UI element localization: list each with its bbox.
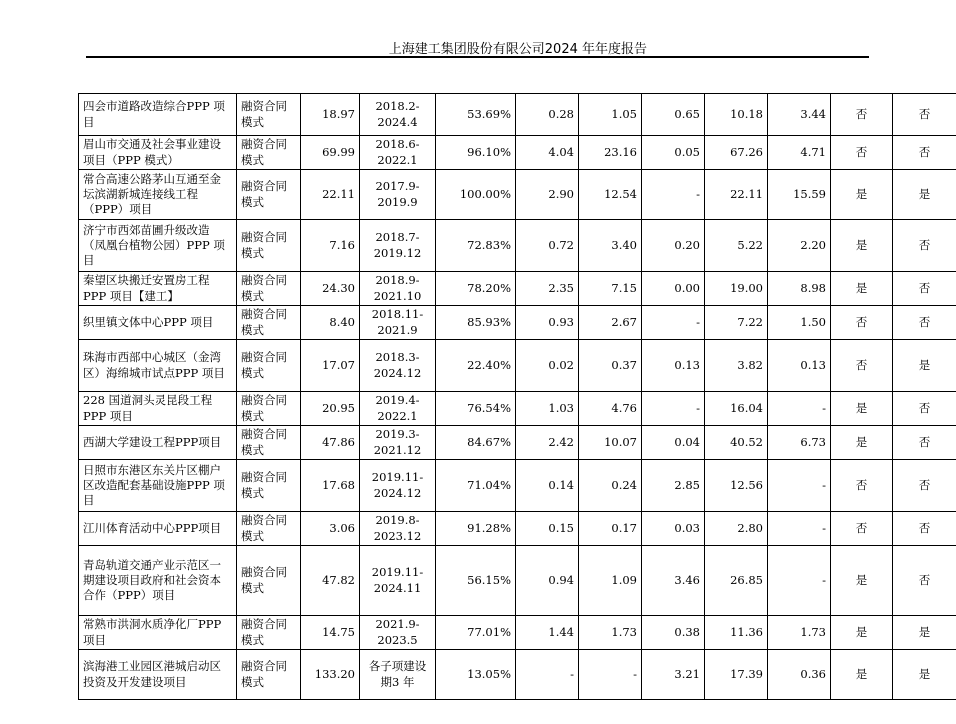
flag-cell: 否 bbox=[831, 94, 893, 136]
value-cell: - bbox=[642, 306, 705, 340]
progress-cell: 13.05% bbox=[436, 650, 516, 700]
construction-period-cell: 2019.8-2023.12 bbox=[360, 512, 436, 546]
table-row bbox=[79, 220, 956, 272]
flag-cell: 是 bbox=[831, 272, 893, 306]
table-row bbox=[79, 170, 956, 220]
value-cell: 0.36 bbox=[768, 650, 831, 700]
value-cell: 40.52 bbox=[705, 426, 768, 460]
project-name-cell: 织里镇文体中心PPP 项目 bbox=[79, 306, 237, 340]
contract-mode-cell: 融资合同模式 bbox=[237, 616, 301, 650]
total-investment-cell: 20.95 bbox=[301, 392, 360, 426]
value-cell: 3.46 bbox=[642, 546, 705, 616]
construction-period-cell: 2019.3-2021.12 bbox=[360, 426, 436, 460]
project-name-cell: 常熟市洪洞水质净化厂PPP 项目 bbox=[79, 616, 237, 650]
contract-mode-cell: 融资合同模式 bbox=[237, 136, 301, 170]
table-body bbox=[79, 94, 956, 700]
value-cell: 0.13 bbox=[642, 340, 705, 392]
contract-mode-cell: 融资合同模式 bbox=[237, 94, 301, 136]
contract-mode-cell: 融资合同模式 bbox=[237, 426, 301, 460]
value-cell: 4.76 bbox=[579, 392, 642, 426]
value-cell: 0.37 bbox=[579, 340, 642, 392]
progress-cell: 91.28% bbox=[436, 512, 516, 546]
value-cell: 7.15 bbox=[579, 272, 642, 306]
contract-mode-cell: 融资合同模式 bbox=[237, 170, 301, 220]
progress-cell: 72.83% bbox=[436, 220, 516, 272]
table-row bbox=[79, 512, 956, 546]
value-cell: 15.59 bbox=[768, 170, 831, 220]
table-row bbox=[79, 392, 956, 426]
flag-cell: 是 bbox=[831, 546, 893, 616]
report-title: 上海建工集团股份有限公司2024 年年度报告 bbox=[388, 42, 647, 57]
value-cell: 19.00 bbox=[705, 272, 768, 306]
construction-period-cell: 2019.11-2024.12 bbox=[360, 460, 436, 512]
table-row bbox=[79, 272, 956, 306]
flag-cell: 是 bbox=[831, 170, 893, 220]
flag-cell: 否 bbox=[893, 94, 956, 136]
value-cell: 0.02 bbox=[516, 340, 579, 392]
value-cell: 0.65 bbox=[642, 94, 705, 136]
flag-cell: 否 bbox=[831, 460, 893, 512]
value-cell: 1.05 bbox=[579, 94, 642, 136]
total-investment-cell: 24.30 bbox=[301, 272, 360, 306]
ppp-projects-table bbox=[78, 93, 956, 700]
total-investment-cell: 47.82 bbox=[301, 546, 360, 616]
value-cell: 2.80 bbox=[705, 512, 768, 546]
value-cell: 0.24 bbox=[579, 460, 642, 512]
contract-mode-cell: 融资合同模式 bbox=[237, 306, 301, 340]
progress-cell: 85.93% bbox=[436, 306, 516, 340]
value-cell: 3.21 bbox=[642, 650, 705, 700]
flag-cell: 是 bbox=[893, 616, 956, 650]
value-cell: 1.09 bbox=[579, 546, 642, 616]
value-cell: 10.18 bbox=[705, 94, 768, 136]
total-investment-cell: 18.97 bbox=[301, 94, 360, 136]
construction-period-cell: 2019.11-2024.11 bbox=[360, 546, 436, 616]
total-investment-cell: 3.06 bbox=[301, 512, 360, 546]
table-row bbox=[79, 306, 956, 340]
value-cell: 0.00 bbox=[642, 272, 705, 306]
value-cell: 26.85 bbox=[705, 546, 768, 616]
flag-cell: 否 bbox=[831, 340, 893, 392]
progress-cell: 100.00% bbox=[436, 170, 516, 220]
progress-cell: 96.10% bbox=[436, 136, 516, 170]
construction-period-cell: 2018.7-2019.12 bbox=[360, 220, 436, 272]
value-cell: 1.73 bbox=[579, 616, 642, 650]
total-investment-cell: 17.68 bbox=[301, 460, 360, 512]
construction-period-cell: 2018.9-2021.10 bbox=[360, 272, 436, 306]
table-row bbox=[79, 460, 956, 512]
value-cell: 11.36 bbox=[705, 616, 768, 650]
contract-mode-cell: 融资合同模式 bbox=[237, 546, 301, 616]
table-row bbox=[79, 426, 956, 460]
progress-cell: 71.04% bbox=[436, 460, 516, 512]
progress-cell: 56.15% bbox=[436, 546, 516, 616]
contract-mode-cell: 融资合同模式 bbox=[237, 512, 301, 546]
flag-cell: 否 bbox=[893, 426, 956, 460]
value-cell: - bbox=[642, 392, 705, 426]
total-investment-cell: 7.16 bbox=[301, 220, 360, 272]
flag-cell: 否 bbox=[893, 220, 956, 272]
value-cell: - bbox=[516, 650, 579, 700]
project-name-cell: 四会市道路改造综合PPP 项目 bbox=[79, 94, 237, 136]
value-cell: 2.20 bbox=[768, 220, 831, 272]
page-header bbox=[86, 36, 869, 58]
value-cell: 4.71 bbox=[768, 136, 831, 170]
value-cell: 23.16 bbox=[579, 136, 642, 170]
value-cell: 2.67 bbox=[579, 306, 642, 340]
total-investment-cell: 14.75 bbox=[301, 616, 360, 650]
value-cell: - bbox=[768, 392, 831, 426]
value-cell: 10.07 bbox=[579, 426, 642, 460]
value-cell: 0.94 bbox=[516, 546, 579, 616]
value-cell: 0.20 bbox=[642, 220, 705, 272]
construction-period-cell: 2018.6-2022.1 bbox=[360, 136, 436, 170]
value-cell: 3.44 bbox=[768, 94, 831, 136]
flag-cell: 否 bbox=[893, 306, 956, 340]
value-cell: 3.82 bbox=[705, 340, 768, 392]
contract-mode-cell: 融资合同模式 bbox=[237, 272, 301, 306]
flag-cell: 是 bbox=[831, 220, 893, 272]
progress-cell: 78.20% bbox=[436, 272, 516, 306]
construction-period-cell: 2018.2-2024.4 bbox=[360, 94, 436, 136]
total-investment-cell: 69.99 bbox=[301, 136, 360, 170]
project-name-cell: 常合高速公路茅山互通至金坛滨湖新城连接线工程（PPP）项目 bbox=[79, 170, 237, 220]
value-cell: 16.04 bbox=[705, 392, 768, 426]
value-cell: 12.54 bbox=[579, 170, 642, 220]
construction-period-cell: 2018.11-2021.9 bbox=[360, 306, 436, 340]
value-cell: 0.93 bbox=[516, 306, 579, 340]
value-cell: 6.73 bbox=[768, 426, 831, 460]
project-name-cell: 珠海市西部中心城区（金湾区）海绵城市试点PPP 项目 bbox=[79, 340, 237, 392]
value-cell: 0.13 bbox=[768, 340, 831, 392]
value-cell: 8.98 bbox=[768, 272, 831, 306]
total-investment-cell: 22.11 bbox=[301, 170, 360, 220]
flag-cell: 否 bbox=[831, 306, 893, 340]
project-name-cell: 青岛轨道交通产业示范区一期建设项目政府和社会资本合作（PPP）项目 bbox=[79, 546, 237, 616]
flag-cell: 否 bbox=[893, 136, 956, 170]
value-cell: 4.04 bbox=[516, 136, 579, 170]
value-cell: 17.39 bbox=[705, 650, 768, 700]
project-name-cell: 日照市东港区东关片区棚户区改造配套基础设施PPP 项目 bbox=[79, 460, 237, 512]
flag-cell: 是 bbox=[893, 650, 956, 700]
value-cell: - bbox=[768, 546, 831, 616]
flag-cell: 否 bbox=[893, 512, 956, 546]
value-cell: 5.22 bbox=[705, 220, 768, 272]
construction-period-cell: 2021.9-2023.5 bbox=[360, 616, 436, 650]
progress-cell: 77.01% bbox=[436, 616, 516, 650]
flag-cell: 是 bbox=[831, 650, 893, 700]
total-investment-cell: 47.86 bbox=[301, 426, 360, 460]
value-cell: 22.11 bbox=[705, 170, 768, 220]
flag-cell: 是 bbox=[893, 340, 956, 392]
construction-period-cell: 2017.9-2019.9 bbox=[360, 170, 436, 220]
value-cell: 3.40 bbox=[579, 220, 642, 272]
construction-period-cell: 2019.4-2022.1 bbox=[360, 392, 436, 426]
total-investment-cell: 17.07 bbox=[301, 340, 360, 392]
project-name-cell: 西湖大学建设工程PPP项目 bbox=[79, 426, 237, 460]
table-row bbox=[79, 94, 956, 136]
total-investment-cell: 133.20 bbox=[301, 650, 360, 700]
value-cell: 0.38 bbox=[642, 616, 705, 650]
flag-cell: 是 bbox=[831, 392, 893, 426]
flag-cell: 否 bbox=[831, 512, 893, 546]
flag-cell: 否 bbox=[893, 272, 956, 306]
value-cell: - bbox=[642, 170, 705, 220]
value-cell: 0.04 bbox=[642, 426, 705, 460]
value-cell: 1.03 bbox=[516, 392, 579, 426]
value-cell: 0.14 bbox=[516, 460, 579, 512]
value-cell: 0.05 bbox=[642, 136, 705, 170]
table-row bbox=[79, 546, 956, 616]
value-cell: 2.85 bbox=[642, 460, 705, 512]
value-cell: - bbox=[579, 650, 642, 700]
table-row bbox=[79, 616, 956, 650]
contract-mode-cell: 融资合同模式 bbox=[237, 220, 301, 272]
table-row bbox=[79, 340, 956, 392]
total-investment-cell: 8.40 bbox=[301, 306, 360, 340]
value-cell: 0.15 bbox=[516, 512, 579, 546]
contract-mode-cell: 融资合同模式 bbox=[237, 650, 301, 700]
value-cell: 2.90 bbox=[516, 170, 579, 220]
project-name-cell: 济宁市西郊苗圃升级改造（凤凰台植物公园）PPP 项目 bbox=[79, 220, 237, 272]
flag-cell: 是 bbox=[893, 170, 956, 220]
table-row bbox=[79, 136, 956, 170]
project-name-cell: 228 国道洞头灵昆段工程PPP 项目 bbox=[79, 392, 237, 426]
value-cell: 7.22 bbox=[705, 306, 768, 340]
value-cell: - bbox=[768, 512, 831, 546]
project-name-cell: 滨海港工业园区港城启动区投资及开发建设项目 bbox=[79, 650, 237, 700]
value-cell: 0.03 bbox=[642, 512, 705, 546]
flag-cell: 否 bbox=[893, 460, 956, 512]
value-cell: 0.28 bbox=[516, 94, 579, 136]
value-cell: 12.56 bbox=[705, 460, 768, 512]
flag-cell: 否 bbox=[831, 136, 893, 170]
table-row bbox=[79, 650, 956, 700]
progress-cell: 22.40% bbox=[436, 340, 516, 392]
value-cell: 0.17 bbox=[579, 512, 642, 546]
project-name-cell: 眉山市交通及社会事业建设项目（PPP 模式） bbox=[79, 136, 237, 170]
construction-period-cell: 各子项建设期3 年 bbox=[360, 650, 436, 700]
flag-cell: 是 bbox=[831, 616, 893, 650]
progress-cell: 84.67% bbox=[436, 426, 516, 460]
value-cell: 1.73 bbox=[768, 616, 831, 650]
contract-mode-cell: 融资合同模式 bbox=[237, 392, 301, 426]
flag-cell: 否 bbox=[893, 392, 956, 426]
value-cell: 67.26 bbox=[705, 136, 768, 170]
value-cell: 2.42 bbox=[516, 426, 579, 460]
construction-period-cell: 2018.3-2024.12 bbox=[360, 340, 436, 392]
value-cell: 1.44 bbox=[516, 616, 579, 650]
value-cell: 0.72 bbox=[516, 220, 579, 272]
value-cell: 1.50 bbox=[768, 306, 831, 340]
contract-mode-cell: 融资合同模式 bbox=[237, 460, 301, 512]
project-name-cell: 江川体育活动中心PPP项目 bbox=[79, 512, 237, 546]
progress-cell: 76.54% bbox=[436, 392, 516, 426]
flag-cell: 否 bbox=[893, 546, 956, 616]
progress-cell: 53.69% bbox=[436, 94, 516, 136]
contract-mode-cell: 融资合同模式 bbox=[237, 340, 301, 392]
flag-cell: 是 bbox=[831, 426, 893, 460]
project-name-cell: 秦望区块搬迁安置房工程PPP 项目【建工】 bbox=[79, 272, 237, 306]
value-cell: 2.35 bbox=[516, 272, 579, 306]
value-cell: - bbox=[768, 460, 831, 512]
